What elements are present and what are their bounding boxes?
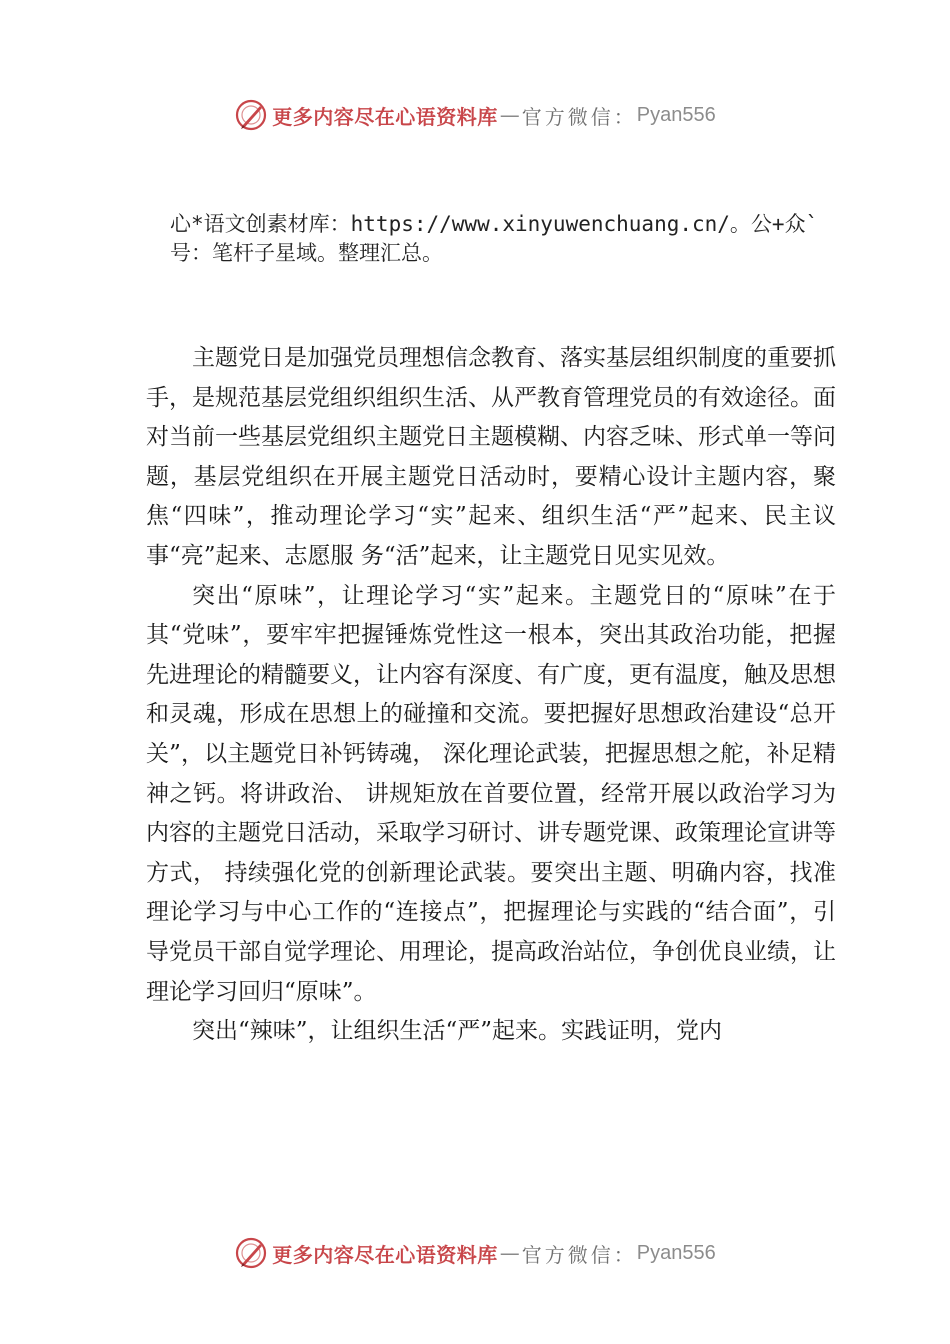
document-body xyxy=(146,339,836,1052)
source-note: 心*语文创素材库：https://www.xinyuwenchuang.cn/。公+众`号：笔杆子星域。整理汇总。 xyxy=(170,212,819,265)
watermark-text: 更多内容尽在心语资料库 xyxy=(272,1242,498,1267)
watermark-separator: — xyxy=(499,103,520,127)
pen-logo-icon xyxy=(234,98,268,132)
paragraph: 突出“辣味”，让组织生活“严”起来。实践证明，党内 xyxy=(192,1018,723,1045)
watermark-id: Pyan556 xyxy=(636,1241,716,1264)
watermark-id: Pyan556 xyxy=(636,103,716,126)
paragraph: 突出“原味”，让理论学习“实”起来。主题党日的“原味”在于其“党味”，要牢牢把握锤炼党性这一根本，突出其政治功能，把握先进理论的精髓要义，让内容有深度、有广度，更有温度，触及思想和灵魂，形成在思想上的碰撞和交流。要把握好思想政治建设“总开关”，以主题党日补钙铸魂， 深化理论武装，把握思想之舵，补足精神之钙。将讲政治、 讲规矩放在首要位置，经常开展以政治学习为内容的主题党日活动，采取学习研讨、讲专题党课、政策理论宣讲等方式， 持续强化党的创新理论武装。要突出主题、明确内容，找准理论学习与中心工作的“连接点”，把握理论与实践的“结合面”，引导党员干部自觉学理论、用理论，提高政治站位，争创优良业绩，让理论学习回归“原味”。 xyxy=(146,582,836,1005)
paragraph: 主题党日是加强党员理想信念教育、落实基层组织制度的重要抓手，是规范基层党组织组织生活、从严教育管理党员的有效途径。面对当前一些基层党组织主题党日主题模糊、内容乏味、形式单一等问题，基层党组织在开展主题党日活动时，要精心设计主题内容，聚焦“四味”，推动理论学习“实”起来、组织生活“严”起来、民主议事“亮”起来、志愿服 务“活”起来，让主题党日见实见效。 xyxy=(146,345,836,569)
header-watermark xyxy=(0,95,950,135)
footer-watermark xyxy=(0,1233,950,1273)
pen-logo-icon xyxy=(234,1236,268,1270)
watermark-label: 官方微信： xyxy=(521,104,637,129)
watermark-text: 更多内容尽在心语资料库 xyxy=(272,104,498,129)
watermark-label: 官方微信： xyxy=(521,1242,637,1267)
watermark-separator: — xyxy=(499,1241,520,1265)
